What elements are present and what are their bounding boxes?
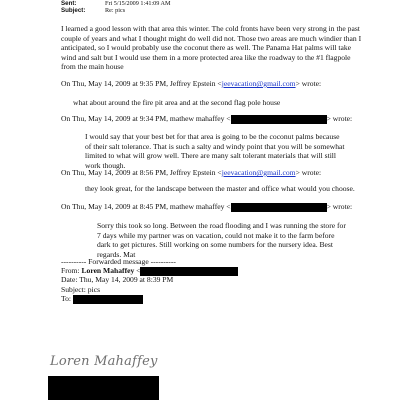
quote-1-email-link[interactable]: jeevacation@gmail.com — [221, 79, 296, 88]
quote-2-suffix: > wrote: — [326, 114, 353, 123]
quote-2-header — [61, 114, 352, 124]
subject-value: Re: pics — [105, 7, 126, 14]
sent-value: Fri 5/15/2009 1:41:09 AM — [105, 0, 171, 7]
forward-subject: Subject: pics — [61, 285, 101, 294]
quote-2-prefix: On Thu, May 14, 2009 at 9:34 PM, mathew mahaffey < — [61, 114, 231, 123]
signature-name: Loren Mahaffey — [50, 354, 158, 369]
sent-row — [61, 0, 171, 7]
forward-to-label: To: — [61, 294, 73, 303]
quote-4-header — [61, 202, 352, 212]
forward-separator: ---------- Forwarded message ---------- — [61, 257, 176, 266]
reply-paragraph: I learned a good lesson with that area this winter. The cold fronts have been very strong in the past couple of years and what I thought might do well did not. Those two areas are much windier than I anticipated, so I would probably use the coconut there as well. The Panama Hat palms will take wind and salt but I would use them in a more protected area like the roadway to the #1 flagpole from the main house — [61, 24, 362, 72]
quote-1-header — [61, 79, 321, 89]
redacted-signature-block — [48, 376, 159, 400]
quote-3-header — [61, 168, 321, 178]
quote-3-suffix: > wrote: — [295, 168, 322, 177]
quote-1-body: what about around the fire pit area and at the second flag pole house — [73, 98, 281, 107]
sent-label: Sent: — [61, 0, 77, 7]
subject-label: Subject: — [61, 7, 86, 14]
quote-4-body: Sorry this took so long. Between the road flooding and I was running the store for 7 days while my partner was on vacation, could not make it to the farm before dark to get pictures. Still working on some numbers for the nursery idea. Best regards. Mat — [97, 221, 346, 259]
redacted-email — [231, 115, 327, 124]
quote-1-prefix: On Thu, May 14, 2009 at 9:35 PM, Jeffrey Epstein < — [61, 79, 222, 88]
forward-from-name: Loren Mahaffey — [81, 266, 135, 275]
quote-3-body: they look great, for the landscape between the master and office what would you choose. — [85, 184, 355, 193]
forward-from-sep: < — [134, 266, 141, 275]
quote-4-suffix: > wrote: — [326, 202, 353, 211]
quote-2-body: I would say that your best bet for that area is going to be the coconut palms because of their salt tolerance. That is such a salty and windy point that you will be somewhat limited to what will grow well. There are many salt tolerant materials that will still work though. — [85, 132, 345, 170]
forward-from-label: From: — [61, 266, 82, 275]
quote-1-suffix: > wrote: — [295, 79, 322, 88]
quote-4-prefix: On Thu, May 14, 2009 at 8:45 PM, mathew mahaffey < — [61, 202, 231, 211]
quote-3-email-link[interactable]: jeevacation@gmail.com — [221, 168, 296, 177]
quote-3-prefix: On Thu, May 14, 2009 at 8:56 PM, Jeffrey Epstein < — [61, 168, 222, 177]
redacted-email — [231, 203, 327, 212]
redacted-email — [73, 295, 143, 304]
forward-to-row — [61, 294, 143, 304]
subject-row — [61, 7, 125, 14]
forward-date: Date: Thu, May 14, 2009 at 8:39 PM — [61, 275, 174, 284]
